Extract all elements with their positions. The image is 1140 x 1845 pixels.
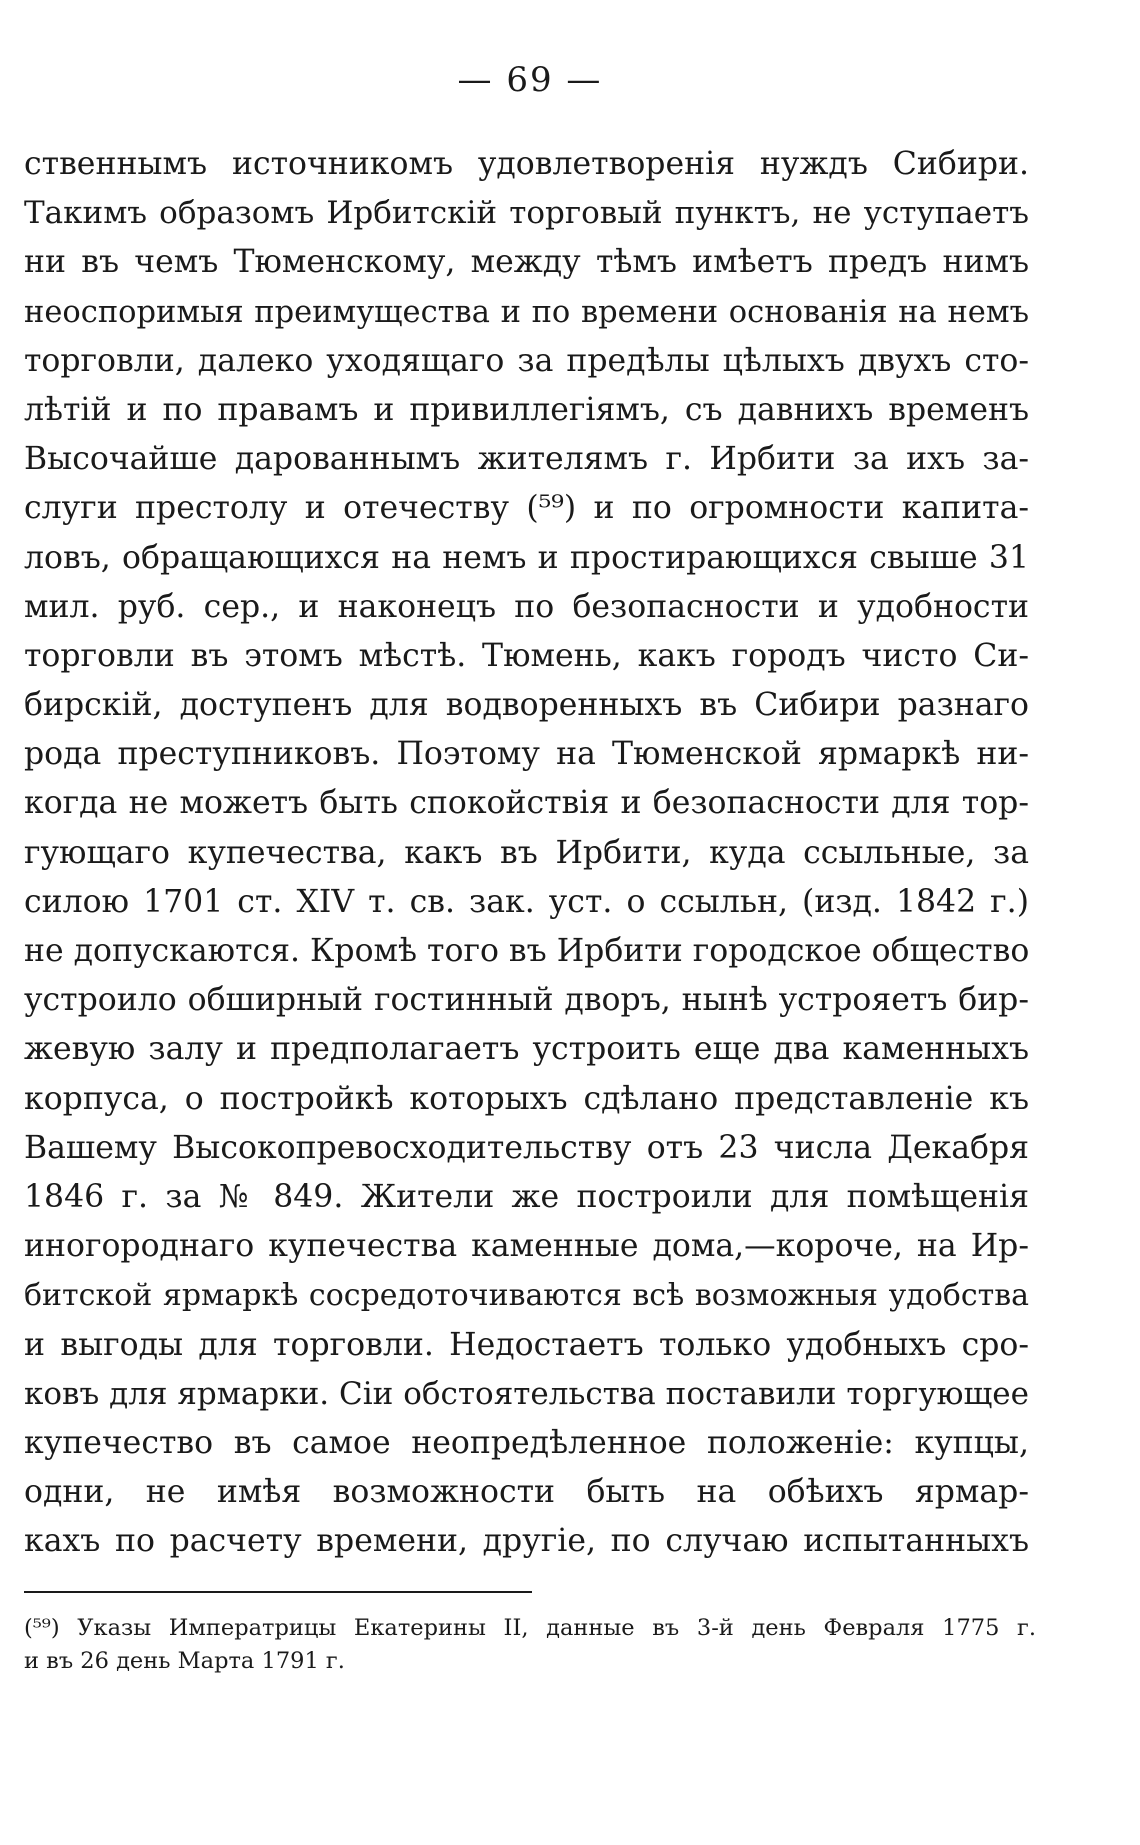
text-line: ственнымъ источникомъ удовлетворенія нуждъ Сибири. [24,146,1029,182]
text-line: когда не можетъ быть спокойствія и безопасности для тор- [24,785,1029,822]
text-line: ковъ для ярмарки. Сіи обстоятельства поставили торгующее [24,1375,1029,1412]
body-text [24,140,1029,1566]
footnote-divider [24,1591,532,1593]
footnote-line: и въ 26 день Марта 1791 г. [24,1648,345,1674]
text-line: битской ярмаркѣ сосредоточиваются всѣ возможныя удобства [24,1278,1029,1314]
footnote [24,1612,1036,1678]
text-line: Вашему Высокопревосходительству отъ 23 числа Декабря [24,1129,1029,1166]
page-number: — 69 — [457,60,603,100]
text-line: одни, не имѣя возможности быть на обѣихъ ярмар- [24,1474,1029,1511]
text-line: иногороднаго купечества каменные дома,—короче, на Ир- [24,1228,1029,1265]
text-line: не допускаются. Кромѣ того въ Ирбити городское общество [24,933,1030,969]
text-line: купечество въ самое неопредѣленное положеніе: купцы, [24,1424,1029,1461]
text-line: Высочайше дарованнымъ жителямъ г. Ирбити за ихъ за- [24,441,1029,478]
text-line: лѣтій и по правамъ и привиллегіямъ, съ давнихъ временъ [24,391,1029,428]
text-line: ловъ, обращающихся на немъ и простирающихся свыше 31 [24,539,1029,576]
text-line: гующаго купечества, какъ въ Ирбити, куда ссыльные, за [24,834,1029,871]
text-line: торговли въ этомъ мѣстѣ. Тюмень, какъ городъ чисто Си- [24,637,1029,674]
footnote-line: (⁵⁹) Указы Императрицы Екатерины II, данные въ 3-й день Февраля 1775 г. [24,1615,1036,1641]
text-line: силою 1701 ст. XIV т. св. зак. уст. о ссыльн, (изд. 1842 г.) [24,883,1029,920]
text-line: бирскій, доступенъ для водворенныхъ въ Сибири разнаго [24,687,1029,724]
text-line: слуги престолу и отечеству (⁵⁹) и по огромности капита- [24,490,1029,527]
text-line: мил. руб. сер., и наконецъ по безопасности и удобности [24,588,1029,625]
text-line: устроило обширный гостинный дворъ, нынѣ устрояетъ бир- [24,982,1029,1019]
text-line: Такимъ образомъ Ирбитскій торговый пунктъ, не уступаетъ [24,195,1029,232]
text-line: и выгоды для торговли. Недостаетъ только удобныхъ сро- [24,1326,1029,1363]
text-line: корпуса, о постройкѣ которыхъ сдѣлано представленіе къ [24,1080,1029,1117]
text-line: кахъ по расчету времени, другіе, по случаю испытанныхъ [24,1523,1029,1560]
text-line: неоспоримыя преимущества и по времени основанія на немъ [24,294,1029,330]
text-line: 1846 г. за № 849. Жители же построили для помѣщенія [24,1178,1029,1215]
text-line: торговли, далеко уходящаго за предѣлы цѣлыхъ двухъ сто- [24,342,1029,379]
text-line: ни въ чемъ Тюменскому, между тѣмъ имѣетъ предъ нимъ [24,244,1029,281]
text-line: жевую залу и предполагаетъ устроить еще два каменныхъ [24,1031,1029,1068]
text-line: рода преступниковъ. Поэтому на Тюменской ярмаркѣ ни- [24,736,1029,773]
